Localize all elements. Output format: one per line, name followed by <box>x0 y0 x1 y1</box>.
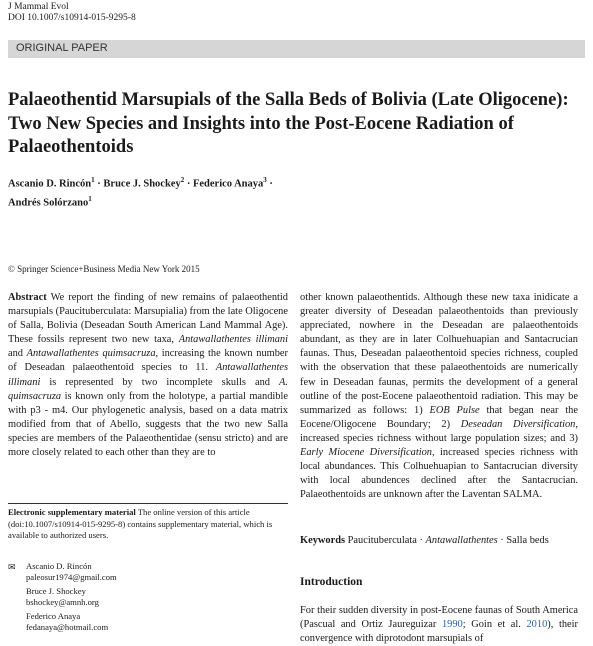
taxon-name: A. quimsacruza <box>8 376 288 402</box>
introduction-text <box>300 604 578 646</box>
abstract-text: , increasing the known number of Deseadan palaeothentoid species to 11. <box>8 348 288 374</box>
pulse-term: Early Miocene Diversification <box>300 447 433 459</box>
citation-link[interactable]: 2010 <box>526 619 548 631</box>
supplementary-label: Electronic supplementary material <box>8 507 136 517</box>
journal-header <box>8 2 136 24</box>
taxon-name: Antawallathentes illimani <box>8 362 288 388</box>
abstract-text: , increased species richness with local abundances. This Colhuehuapian to Santacrucian diversity with local abundences declined after the Santacrucian. Palaeothentoids are unknown after the Laventan SALMA. <box>300 447 578 501</box>
abstract-text: We report the finding of new remains of palaeothentid marsupials (Paucituberculata: Marsupialia) from the late Oligocene of Salla, Bolivia (Deseadan South American Land Mammal Age). These fossils represent two new taxa, <box>8 292 288 346</box>
author-separator: · <box>266 178 273 190</box>
copyright-notice: © Springer Science+Business Media New York 2015 <box>8 264 200 274</box>
footnote-divider <box>8 503 288 504</box>
author: Ascanio D. Rincón <box>8 178 92 190</box>
author-affiliation: 1 <box>91 176 95 184</box>
abstract-left-column <box>8 291 288 460</box>
supplementary-note <box>8 507 288 542</box>
article-title: Palaeothentid Marsupials of the Salla Beds of Bolivia (Late Oligocene): Two New Species and Insights into the Post-Eocene Radiation of Palaeothentoids <box>8 90 569 157</box>
abstract-right-column <box>300 291 578 502</box>
abstract-text: is represented by two incomplete skulls and <box>49 376 270 388</box>
keyword: Salla beds <box>506 535 549 546</box>
abstract-text: and <box>8 348 24 360</box>
author: Andrés Solórzano <box>8 197 89 208</box>
author: Federico Anaya <box>192 178 264 190</box>
contact-name: Federico Anaya <box>26 611 81 621</box>
keyword-separator: · <box>416 535 426 546</box>
abstract-text: other known palaeothentids. Although these new taxa inidicate a greater diversity of Deseadan palaeothentoids than previously appreciated, nowhere in the Deseadan are palaeothentoids abundant, as they are in later Colhuehuapian and Santacrucian faunas. Thus, Deseadan palaeothentoid species richness, coupled with the observation that these palaeothentoids are numerically few in Deseadan faunas, permits the development of a general outline of the post-Eocene palaeothentoid radiation. This may be summarized as follows: 1) <box>300 292 578 416</box>
abstract-text: , increased species richness without large population sizes; and 3) <box>300 418 578 444</box>
pulse-term: Deseadan Diversification <box>460 418 576 430</box>
supplementary-text: The online version of this article (doi:10.1007/s10914-015-9295-8) contains supplementary material, which is available to authorized users. <box>8 507 273 540</box>
journal-name: J Mammal Evol <box>8 2 69 12</box>
author-affiliation: 1 <box>88 194 92 203</box>
author: Bruce J. Shockey <box>103 178 181 190</box>
contact-email[interactable]: fedanaya@hotmail.com <box>26 621 109 632</box>
contact-list <box>8 561 288 636</box>
contact-email[interactable]: paleosur1974@gmail.com <box>26 571 117 582</box>
author-list <box>8 173 408 210</box>
contact-name: Ascanio D. Rincón <box>26 561 92 571</box>
keyword: Antawallathentes <box>425 535 498 546</box>
taxon-name: Antawallathentes quimsacruza <box>26 348 156 360</box>
paper-type-bar <box>8 40 585 58</box>
paper-type: ORIGINAL PAPER <box>16 42 108 54</box>
keywords-line <box>300 535 578 546</box>
abstract-heading: Abstract <box>8 292 47 303</box>
intro-text: For their sudden diversity in post-Eocene faunas of South America (Pascual and Ortiz Jaureguizar <box>300 605 578 631</box>
intro-text: ), their convergence with diprotodont marsupials of <box>300 619 578 645</box>
introduction-heading: Introduction <box>300 576 363 588</box>
intro-text: ; Goin et al. <box>462 619 521 631</box>
contact-entry <box>8 561 288 582</box>
contact-email[interactable]: bshockey@amnh.org <box>26 596 99 607</box>
doi: DOI 10.1007/s10914-015-9295-8 <box>8 13 136 23</box>
envelope-icon: ✉ <box>8 562 16 572</box>
author-separator: · <box>94 178 104 190</box>
taxon-name: Antawallathentes illimani <box>178 334 288 346</box>
keyword: Paucituberculata <box>347 535 417 546</box>
citation-link[interactable]: 1990 <box>441 619 463 631</box>
contact-entry <box>8 586 288 607</box>
abstract-text: is known only from the holotype, a partial mandible with p3 - m4. Our phylogenetic analysis, based on a data matrix modified from that of Abello, suggests that the two new Salla species are members of the Palaeothentidae (sensu stricto) and are more closely related to each other than they are to <box>8 390 289 459</box>
keyword-separator: · <box>497 535 507 546</box>
contact-name: Bruce J. Shockey <box>26 586 86 596</box>
contact-entry <box>8 611 288 632</box>
author-separator: · <box>184 178 193 190</box>
author-affiliation: 3 <box>263 176 267 184</box>
author-affiliation: 2 <box>180 176 185 184</box>
abstract-text: that began near the Eocene/Oligocene Boundary; 2) <box>300 404 578 430</box>
keywords-label: Keywords <box>300 535 346 546</box>
pulse-term: EOB Pulse <box>429 404 480 416</box>
